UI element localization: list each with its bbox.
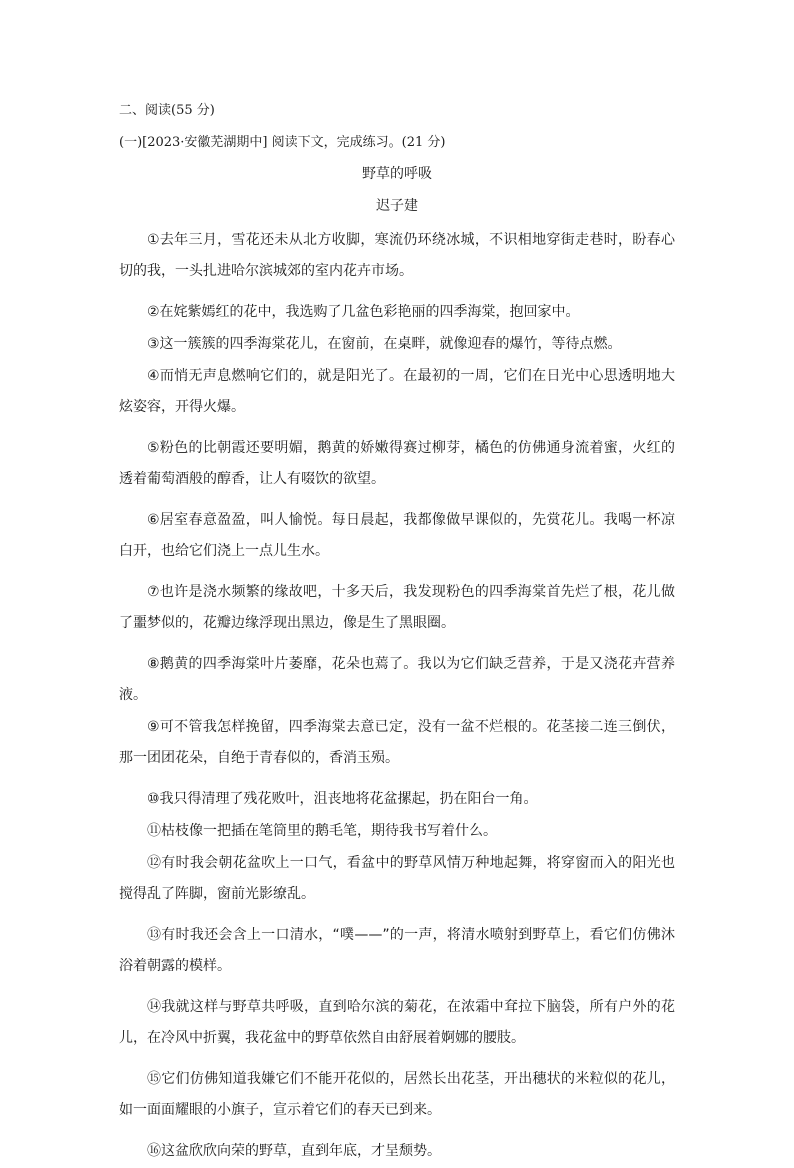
section-heading: 二、阅读(55 分)	[119, 103, 215, 118]
paragraph-8: ⑧鹅黄的四季海棠叶片萎靡，花朵也蔫了。我以为它们缺乏营养，于是又浇花卉营养液。	[119, 656, 675, 703]
paragraph-4: ④而悄无声息燃响它们的，就是阳光了。在最初的一周，它们在日光中心思透明地大炫姿容，开得火爆。	[119, 368, 675, 415]
article-title: 野草的呼吸	[362, 166, 432, 182]
paragraph-13: ⑬有时我还会含上一口清水，“噗——”的一声，将清水喷射到野草上，看它们仿佛沐浴着朝露的模样。	[119, 927, 675, 974]
paragraph-12: ⑫有时我会朝花盆吹上一口气，看盆中的野草风情万种地起舞，将穿窗而入的阳光也搅得乱了阵脚，窗前光影缭乱。	[119, 855, 675, 902]
paragraph-15: ⑮它们仿佛知道我嫌它们不能开花似的，居然长出花茎，开出穗状的米粒似的花儿，如一面面耀眼的小旗子，宣示着它们的春天已到来。	[119, 1071, 675, 1118]
paragraph-5: ⑤粉色的比朝霞还要明媚，鹅黄的娇嫩得赛过柳芽，橘色的仿佛通身流着蜜，火红的透着葡萄酒般的醇香，让人有啜饮的欲望。	[119, 440, 675, 487]
paragraph-9: ⑨可不管我怎样挽留，四季海棠去意已定，没有一盆不烂根的。花茎接二连三倒伏，那一团团花朵，自绝于青春似的，香消玉殒。	[119, 719, 675, 766]
paragraph-16: ⑯这盆欣欣向荣的野草，直到年底，才呈颓势。	[147, 1143, 441, 1159]
paragraph-7: ⑦也许是浇水频繁的缘故吧，十多天后，我发现粉色的四季海棠首先烂了根，花儿做了噩梦似的，花瓣边缘浮现出黑边，像是生了黑眼圈。	[119, 584, 675, 631]
paragraph-6: ⑥居室春意盈盈，叫人愉悦。每日晨起，我都像做早课似的，先赏花儿。我喝一杯凉白开，也给它们浇上一点儿生水。	[119, 512, 675, 559]
paragraph-11: ⑪枯枝像一把插在笔筒里的鹅毛笔，期待我书写着什么。	[147, 823, 497, 839]
article-author: 迟子建	[376, 198, 418, 214]
part-heading: (一)[2023·安徽芜湖期中] 阅读下文，完成练习。(21 分)	[119, 135, 446, 150]
paragraph-3: ③这一簇簇的四季海棠花儿，在窗前，在桌畔，就像迎春的爆竹，等待点燃。	[147, 336, 622, 352]
paragraph-2: ②在姹紫嫣红的花中，我选购了几盆色彩艳丽的四季海棠，抱回家中。	[147, 304, 580, 320]
article-body	[119, 225, 675, 1168]
paragraph-10: ⑩我只得清理了残花败叶，沮丧地将花盆摞起，扔在阳台一角。	[147, 791, 538, 807]
paragraph-1: ①去年三月，雪花还未从北方收脚，寒流仍环绕冰城，不识相地穿街走巷时，盼春心切的我，一头扎进哈尔滨城郊的室内花卉市场。	[119, 232, 675, 279]
paragraph-14: ⑭我就这样与野草共呼吸，直到哈尔滨的菊花，在浓霜中耷拉下脑袋，所有户外的花儿，在冷风中折翼，我花盆中的野草依然自由舒展着婀娜的腰肢。	[119, 999, 675, 1046]
